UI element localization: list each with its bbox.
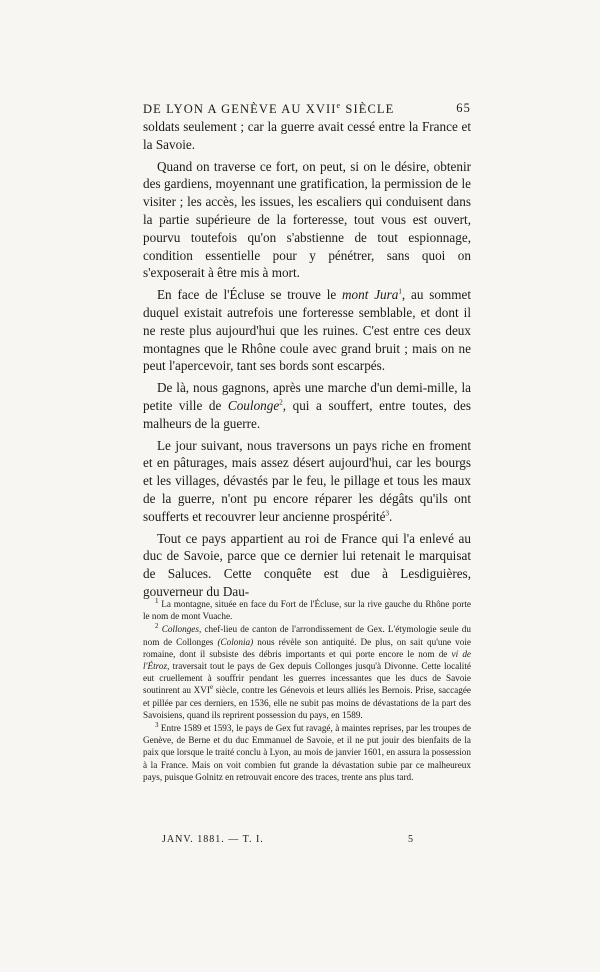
- footnotes: [143, 598, 471, 784]
- paragraph-5-text-a: Le jour suivant, nous traversons un pays riche en froment et en pâturages, mais assez désert aujourd'hui, car les bourgs et les villages, dévastés par le feu, le pillage et tous les maux de la guerre, n'ont pu encore réparer les dégâts qu'ils ont soufferts et recouvrer leur ancienne prospérité: [143, 437, 471, 524]
- footnote-ref-2: 2: [279, 398, 283, 407]
- page-number: 65: [456, 101, 471, 115]
- footnote-2-superscript: e: [209, 683, 214, 692]
- footnote-1-mark: 1: [155, 596, 159, 605]
- main-text: [143, 118, 471, 601]
- running-head: [143, 101, 394, 117]
- paragraph-6: Tout ce pays appartient au roi de France qui l'a enlevé au duc de Savoie, parce que ce dernier lui retenait le marquisat de Saluces. Cette conquête est due à Lesdiguières, gouverneur du Dau-: [143, 530, 471, 599]
- footnote-2: [143, 623, 471, 721]
- paragraph-3-text-a: En face de l'Écluse se trouve le: [157, 287, 343, 303]
- vi-de-letroz-italic: vi de l'Étroz: [143, 648, 471, 672]
- paragraph-4: [143, 379, 471, 432]
- colonia-italic: (Colonia): [217, 636, 254, 647]
- footnote-2-text-a: , chef-lieu de canton de l'arrondissement de Gex. L'étymologie seule du nom de Collonges: [143, 624, 471, 647]
- coulonge-italic: Coulonge: [227, 397, 280, 413]
- paragraph-4-text-b: , qui a souffert, entre toutes, des malheurs de la guerre.: [143, 397, 471, 431]
- running-head-superscript: e: [336, 101, 342, 110]
- footnote-1: [143, 598, 471, 622]
- footnote-ref-3: 3: [385, 509, 390, 518]
- collonges-italic: Collonges: [161, 624, 199, 635]
- footnote-3-mark: 3: [155, 720, 159, 729]
- sheet-number: 5: [408, 834, 414, 845]
- paragraph-5-text-b: .: [389, 508, 393, 524]
- footnote-2-text-c: , traversait tout le pays de Gex depuis Collonges jusqu'à Divonne. Cette localité eut cruellement à souffrir pendant les guerres incessantes que les ducs de Savoie soutinrent au XVI: [143, 661, 471, 696]
- running-head-end: SIÈCLE: [341, 102, 395, 117]
- issue-signature: JANV. 1881. — T. I.: [162, 834, 264, 845]
- footnote-3-text: Entre 1589 et 1593, le pays de Gex fut ravagé, à maintes reprises, par les troupes de Genève, de Berne et du duc Emmanuel de Savoie, et il ne put jouir des bienfaits de la paix que lorsque le traité conclu à Lyon, au mois de janvier 1601, en assura la possession à la France. Mais on voit combien fut grande la dévastation subie par ce malheureux pays, puisque Golnitz en retrouvait encore des traces, trente ans plus tard.: [143, 723, 471, 782]
- paragraph-5: [143, 437, 471, 526]
- footnote-2-text-b: nous révèle son antiquité. De plus, on sait qu'une voie romaine, dont il subsiste des débris importants et qui porte encore le nom de: [143, 636, 471, 659]
- footnote-1-text: La montagne, située en face du Fort de l'Écluse, sur la rive gauche du Rhône porte le nom de mont Vuache.: [143, 599, 471, 622]
- running-head-main: DE LYON A GENÈVE AU XVII: [143, 102, 337, 117]
- footnote-3: [143, 722, 471, 783]
- paragraph-3-text-b: , au sommet duquel existait autrefois une forteresse semblable, et dont il ne reste plus aujourd'hui que les ruines. C'est entre ces deux montagnes que le Rhône coule avec grand bruit ; mais on ne peut l'apercevoir, tant ses bords sont escarpés.: [143, 287, 471, 374]
- paragraph-2: Quand on traverse ce fort, on peut, si on le désire, obtenir des gardiens, moyennant une gratification, la permission de le visiter ; les accès, les issues, les escaliers qui conduisent dans la partie supérieure de la forteresse, tout vous est ouvert, pourvu toutefois qu'on s'abstienne de tout espionnage, condition essentielle pour y pénétrer, sans quoi on s'exposerait à être mis à mort.: [143, 158, 471, 281]
- footnote-ref-1: 1: [398, 287, 402, 296]
- paragraph-3: [143, 286, 471, 375]
- mont-jura-italic: mont Jura: [342, 287, 399, 303]
- footnote-2-text-d: siècle, contre les Génevois et leurs alliés les Bernois. Prise, saccagée et pillée par ces derniers, en 1536, elle ne subit pas moins de dévastations de la part des Savoisiens, quand ils reprirent possession du pays, en 1589.: [143, 685, 472, 720]
- paragraph-4-text-a: De là, nous gagnons, après une marche d'un demi-mille, la petite ville de: [143, 380, 471, 413]
- paragraph-1: soldats seulement ; car la guerre avait cessé entre la France et la Savoie.: [143, 119, 471, 152]
- footnote-2-mark: 2: [155, 622, 159, 631]
